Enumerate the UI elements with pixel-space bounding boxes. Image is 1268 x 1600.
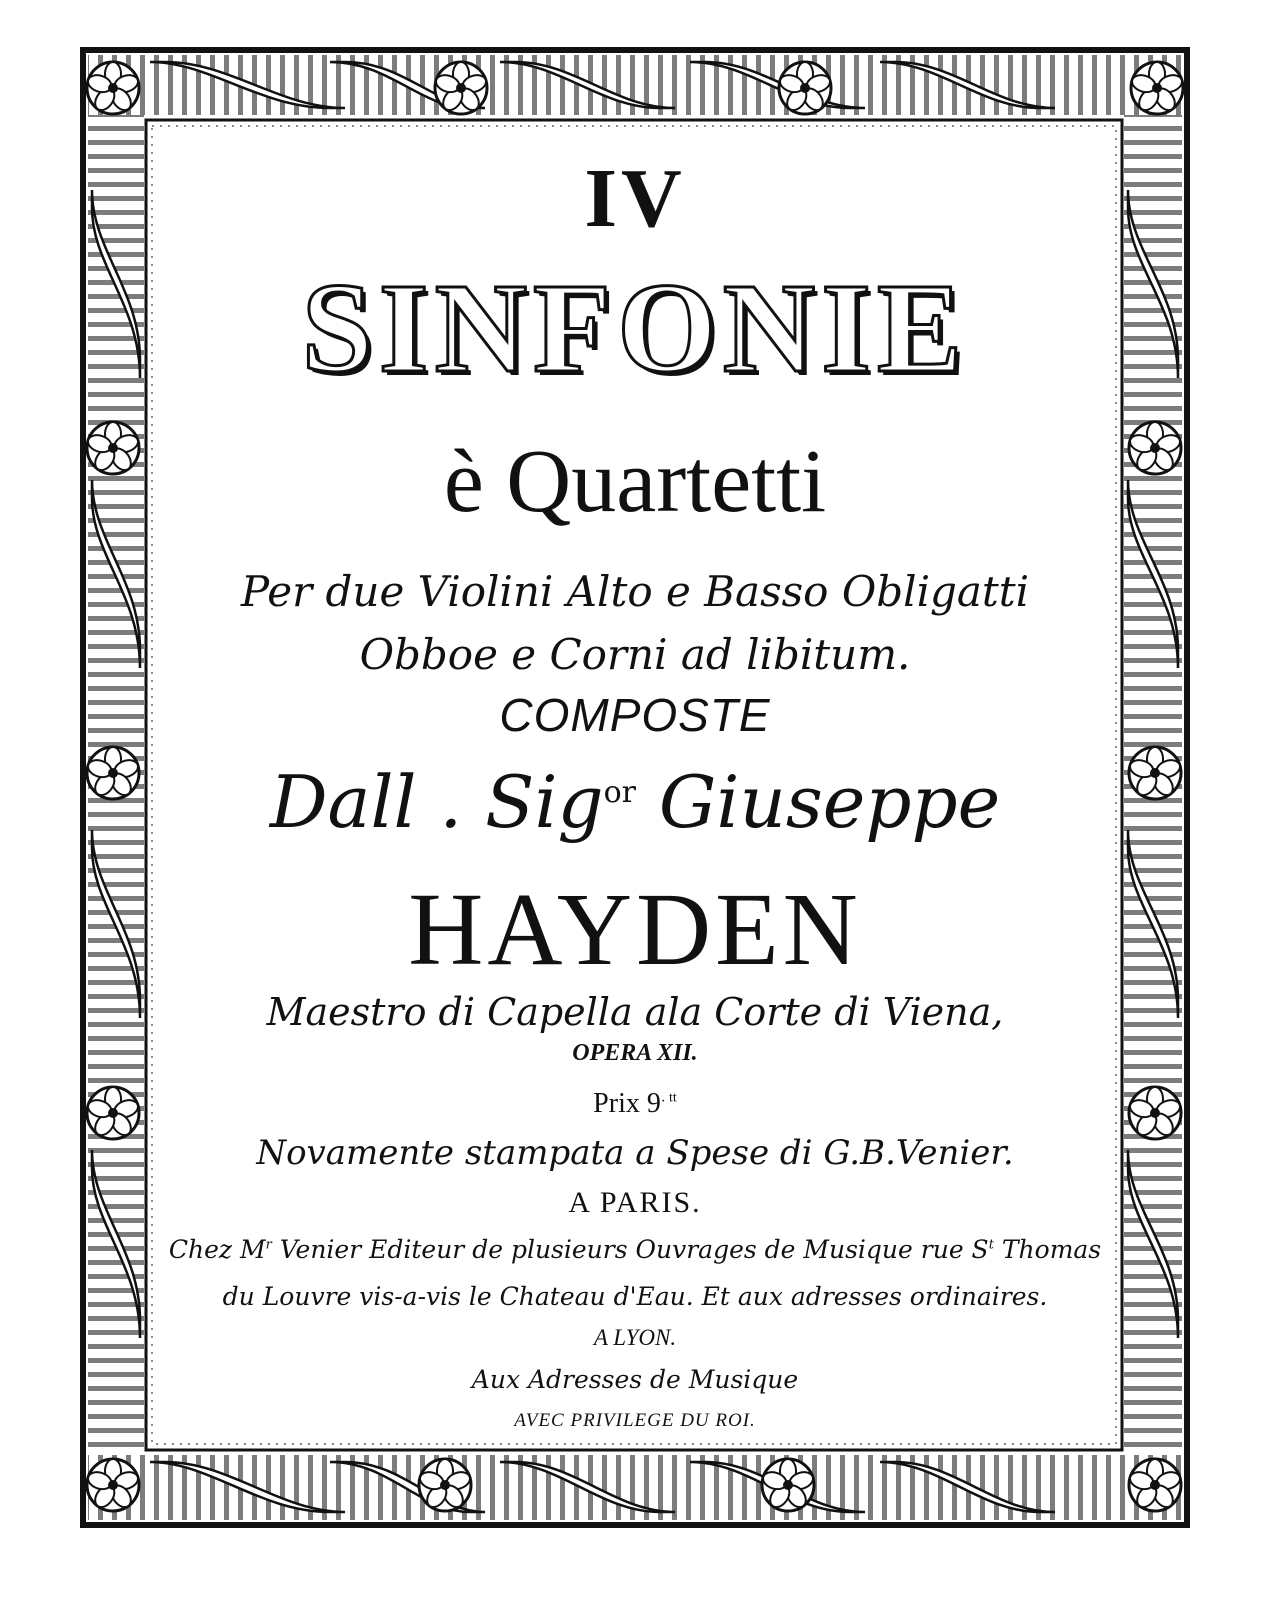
royal-privilege: AVEC PRIVILEGE DU ROI. — [514, 1410, 756, 1431]
lyon-address: Aux Adresses de Musique — [471, 1365, 799, 1394]
address-end: Thomas — [993, 1235, 1102, 1264]
city-lyon: A LYON. — [593, 1325, 677, 1350]
instrumentation-line-1: Per due Violini Alto e Basso Obligatti — [240, 567, 1030, 616]
price-text: Prix 9 — [593, 1088, 661, 1119]
publisher-address-line-1 — [150, 1235, 1120, 1264]
edition-note: Novamente stampata a Spese di G.B.Venier. — [256, 1133, 1014, 1173]
address-sup: r — [265, 1237, 272, 1253]
publisher-address-line-2: du Louvre vis-a-vis le Chateau d'Eau. Et aux adresses ordinaires. — [222, 1282, 1048, 1311]
subtitle: è Quartetti — [443, 432, 827, 531]
composed-label: COMPOSTE — [499, 689, 771, 741]
composer-position: Maestro di Capella ala Corte di Viena, — [266, 990, 1004, 1034]
price-unit: ․ tt — [660, 1090, 677, 1106]
instrumentation-line-2: Obboe e Corni ad libitum. — [359, 630, 911, 679]
attribution-prefix: Dall . Sig — [269, 760, 604, 844]
address-prefix: Chez M — [168, 1235, 266, 1264]
price — [150, 1088, 1120, 1120]
composer-name: HAYDEN — [408, 872, 862, 987]
opus-number: OPERA XII. — [572, 1040, 698, 1066]
volume-number: IV — [584, 152, 686, 245]
address-main: Venier Editeur de plusieurs Ouvrages de Musique rue S — [271, 1235, 989, 1264]
city-paris: A PARIS. — [568, 1186, 702, 1219]
composer-attribution — [150, 760, 1120, 844]
main-title: SINFONIE — [301, 257, 969, 399]
address-sup-2: t — [988, 1237, 994, 1253]
attribution-name: Giuseppe — [636, 760, 1001, 844]
attribution-superscript: or — [603, 775, 637, 810]
